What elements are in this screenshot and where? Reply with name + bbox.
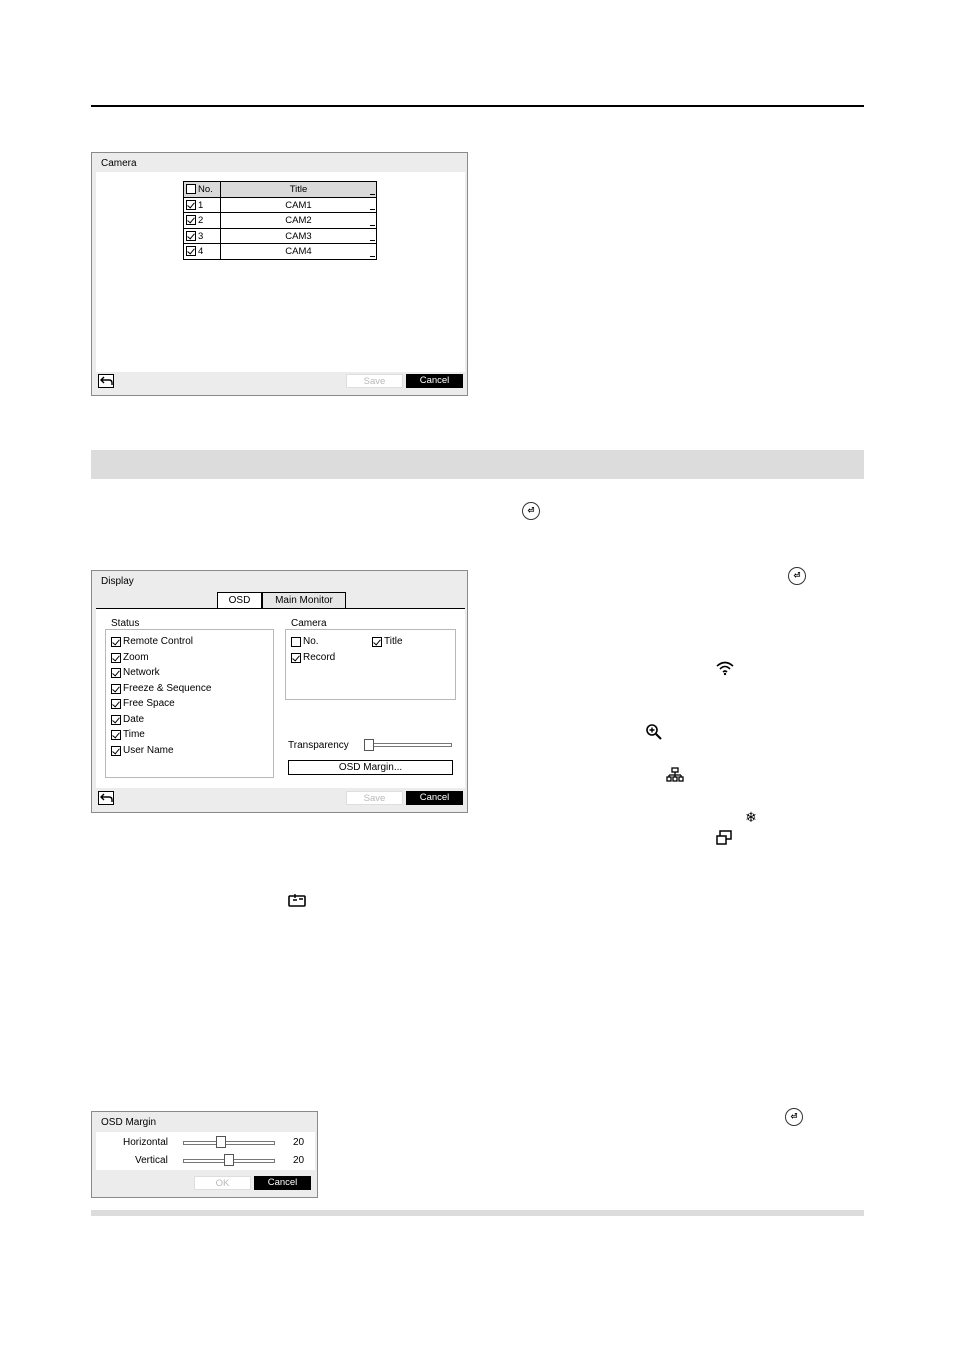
camera-no-label: No. bbox=[303, 636, 319, 647]
status-checkbox[interactable] bbox=[111, 637, 121, 647]
zoom-in-icon bbox=[645, 723, 663, 741]
row-title-field[interactable]: CAM2 bbox=[221, 213, 377, 228]
edit-mark bbox=[370, 240, 375, 241]
network-icon bbox=[666, 767, 684, 783]
camera-title-checkbox[interactable] bbox=[372, 637, 382, 647]
camera-title-label: Title bbox=[384, 636, 403, 647]
row-no: 2 bbox=[198, 215, 204, 226]
table-row bbox=[183, 198, 377, 214]
transparency-label: Transparency bbox=[288, 740, 349, 751]
row-no-cell bbox=[183, 213, 221, 228]
remote-control-icon: ⏎ bbox=[788, 567, 806, 585]
header-no-cell bbox=[183, 182, 221, 197]
edit-mark bbox=[370, 225, 375, 226]
cancel-button[interactable]: Cancel bbox=[406, 791, 463, 805]
header-no-label: No. bbox=[198, 184, 213, 195]
status-label: User Name bbox=[123, 745, 174, 756]
wifi-icon bbox=[715, 660, 735, 676]
display-dialog-title: Display bbox=[101, 576, 134, 587]
vertical-label: Vertical bbox=[135, 1155, 168, 1166]
back-arrow-icon bbox=[100, 792, 114, 804]
row-title-field[interactable]: CAM3 bbox=[221, 229, 377, 244]
cancel-button[interactable]: Cancel bbox=[254, 1176, 311, 1190]
edit-mark bbox=[370, 256, 375, 257]
row-no-cell bbox=[183, 244, 221, 259]
row-checkbox[interactable] bbox=[186, 215, 196, 225]
status-checkbox[interactable] bbox=[111, 668, 121, 678]
horizontal-label: Horizontal bbox=[123, 1137, 169, 1148]
status-label: Network bbox=[123, 667, 160, 678]
horizontal-slider[interactable] bbox=[183, 1141, 275, 1145]
tab-main-monitor[interactable]: Main Monitor bbox=[262, 592, 346, 608]
status-label: Time bbox=[123, 729, 145, 740]
section-header-bar bbox=[91, 450, 864, 479]
osd-margin-button[interactable]: OSD Margin... bbox=[288, 760, 453, 775]
camera-record-label: Record bbox=[303, 652, 336, 663]
horizontal-slider-thumb[interactable] bbox=[216, 1136, 226, 1148]
osd-margin-dialog-title: OSD Margin bbox=[101, 1117, 157, 1128]
remote-control-icon: ⏎ bbox=[785, 1108, 803, 1126]
row-checkbox[interactable] bbox=[186, 246, 196, 256]
status-label: Free Space bbox=[123, 698, 175, 709]
back-button[interactable] bbox=[98, 791, 114, 805]
sequence-icon bbox=[715, 830, 733, 846]
table-header-row bbox=[183, 182, 377, 198]
row-no-cell bbox=[183, 229, 221, 244]
camera-table bbox=[183, 181, 377, 260]
save-button[interactable]: Save bbox=[346, 374, 403, 388]
row-checkbox[interactable] bbox=[186, 231, 196, 241]
horizontal-value: 20 bbox=[293, 1137, 305, 1148]
row-checkbox[interactable] bbox=[186, 200, 196, 210]
row-no-cell bbox=[183, 198, 221, 213]
row-no: 4 bbox=[198, 246, 204, 257]
row-no: 3 bbox=[198, 230, 204, 242]
header-title-label: Title bbox=[221, 182, 377, 197]
transparency-slider[interactable] bbox=[365, 743, 452, 747]
status-checkbox[interactable] bbox=[111, 746, 121, 756]
status-label: Freeze & Sequence bbox=[123, 683, 212, 694]
row-title-field[interactable]: CAM1 bbox=[221, 198, 377, 213]
camera-dialog-title: Camera bbox=[101, 158, 137, 169]
remote-control-icon: ⏎ bbox=[522, 502, 540, 520]
bottom-bar bbox=[91, 1210, 864, 1216]
status-checkbox[interactable] bbox=[111, 730, 121, 740]
back-arrow-icon bbox=[100, 375, 114, 387]
status-checkbox[interactable] bbox=[111, 653, 121, 663]
tab-osd[interactable]: OSD bbox=[217, 592, 262, 608]
vertical-slider-thumb[interactable] bbox=[224, 1154, 234, 1166]
table-row bbox=[183, 244, 377, 260]
display-dialog bbox=[91, 570, 468, 813]
status-checkbox[interactable] bbox=[111, 715, 121, 725]
row-no: 1 bbox=[198, 199, 204, 211]
select-all-checkbox[interactable] bbox=[186, 184, 196, 194]
top-rule bbox=[91, 105, 864, 107]
camera-record-checkbox[interactable] bbox=[291, 653, 301, 663]
transparency-slider-thumb[interactable] bbox=[364, 739, 374, 751]
cancel-button[interactable]: Cancel bbox=[406, 374, 463, 388]
status-label: Date bbox=[123, 714, 145, 725]
osd-margin-dialog bbox=[91, 1111, 318, 1198]
status-group-label: Status bbox=[111, 618, 140, 629]
status-checkbox[interactable] bbox=[111, 699, 121, 709]
status-label: Zoom bbox=[123, 652, 149, 663]
ok-button[interactable]: OK bbox=[194, 1176, 251, 1190]
back-button[interactable] bbox=[98, 374, 114, 388]
camera-no-checkbox[interactable] bbox=[291, 637, 301, 647]
camera-group-label: Camera bbox=[291, 618, 327, 629]
status-label: Remote Control bbox=[123, 636, 194, 647]
table-row bbox=[183, 213, 377, 229]
freeze-icon: ❄ bbox=[745, 809, 757, 825]
save-button[interactable]: Save bbox=[346, 791, 403, 805]
vertical-value: 20 bbox=[293, 1155, 305, 1166]
row-title-field[interactable]: CAM4 bbox=[221, 244, 377, 259]
table-row bbox=[183, 229, 377, 245]
edit-mark bbox=[370, 194, 375, 195]
edit-mark bbox=[370, 209, 375, 210]
status-checkbox[interactable] bbox=[111, 684, 121, 694]
free-space-icon bbox=[287, 892, 307, 908]
